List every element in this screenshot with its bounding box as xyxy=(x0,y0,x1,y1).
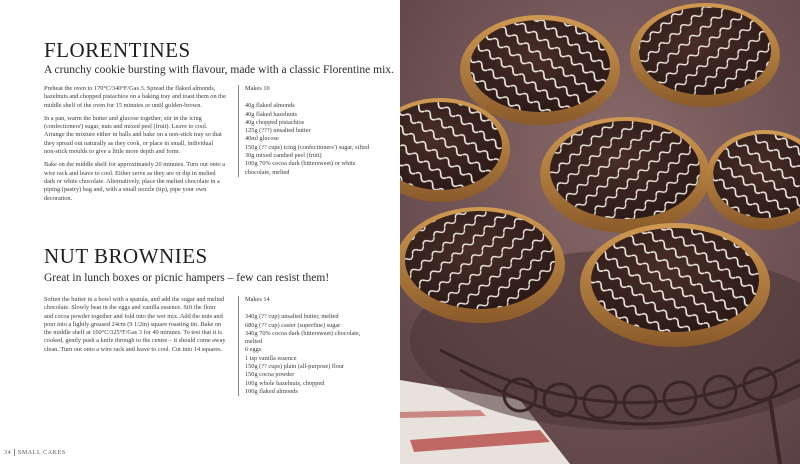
florentines-ingredients xyxy=(238,85,375,177)
florentine-cookies-photo xyxy=(400,0,800,464)
ingredient-item: 150g (?? cups) plain (all-purpose) flour xyxy=(245,363,345,371)
makes-label: Makes 10 xyxy=(245,85,270,92)
cookie xyxy=(540,117,710,233)
method-paragraph: In a pan, warm the butter and glucose together, stir in the icing (confectioners') sugar, nuts and mixed peel (fruit). Leave to cool. Arrange the mixture either in balls and bake on a non-stick tray so that they spread out naturally as they cook, or place in small, individual non-stick moulds to give a little more depth and form. xyxy=(44,114,222,156)
cookie xyxy=(630,3,780,107)
method-paragraph: Soften the butter in a bowl with a spatula, and add the sugar and melted chocolate. Slowly beat in the eggs and vanilla essence. Sift the flour and cocoa powder together and fold into the wet mix. Add the nuts and pour into a lightly greased 24cm (9 1/2in) square roasting tin. Bake on the middle shelf at 160°C/325°F/Gas 3 for 40 minutes. To test that it is cooked, gently push a knife through to the centre – it should come away clean. Turn out onto a wire rack and leave to cool. Cut into 14 squares. xyxy=(44,296,226,353)
cookie xyxy=(580,223,770,347)
florentines-subtitle: A crunchy cookie bursting with flavour, made with a classic Florentine mix. xyxy=(44,64,394,76)
florentines-method xyxy=(44,85,226,208)
ingredient-item: 150g (?? cups) icing (confectioners') sugar, sifted xyxy=(245,143,370,151)
photo-illustration xyxy=(400,0,800,464)
ingredient-item: 125g (???) unsalted butter xyxy=(245,127,311,135)
ingredient-item: 340g 70% cocoa dark (bittersweet) chocolate, melted xyxy=(245,329,361,346)
nut-brownies-subtitle: Great in lunch boxes or picnic hampers – few can resist them! xyxy=(44,272,330,284)
nut-brownies-title: NUT BROWNIES xyxy=(44,244,208,268)
ingredient-item: 6 eggs xyxy=(245,346,262,354)
florentines-title: FLORENTINES xyxy=(44,38,191,62)
ingredient-item: 340g (?? cup) unsalted butter, melted xyxy=(245,313,339,321)
ingredient-item: 40g flaked almonds xyxy=(245,102,295,110)
ingredient-item: 40g chopped pistachios xyxy=(245,118,305,126)
nut-brownies-ingredients xyxy=(238,296,375,396)
ingredient-item: 100g 70% cocoa dark (bittersweet) or white chocolate, melted xyxy=(245,160,356,176)
section-name: SMALL CAKES xyxy=(17,449,66,456)
ingredient-item: 680g (?? cup) caster (superfine) sugar xyxy=(245,321,341,329)
ingredient-item: 100g whole hazelnuts, chopped xyxy=(245,379,325,387)
page-footer xyxy=(4,449,66,456)
ingredient-item: 1 tsp vanilla essence xyxy=(245,354,297,362)
ingredient-item: 40ml glucose xyxy=(245,135,279,143)
method-paragraph: Preheat the oven to 170°C/340°F/Gas 3. Spread the flaked almonds, hazelnuts and chopped pistachios on a baking tray and toast them on the middle shelf of the oven for 15 minutes or until golden-brown. xyxy=(44,85,226,109)
ingredient-item: 40g flaked hazelnuts xyxy=(245,110,298,118)
method-paragraph: Bake on the middle shelf for approximately 20 minutes. Turn out onto a wire rack and leave to cool. Either serve as they are or dip in melted dark or white chocolate. Alternatively, place the melted chocolate in a piping (pastry) bag and, with a small nozzle (tip), pipe your own decoration. xyxy=(44,161,226,202)
ingredient-item: 100g flaked almonds xyxy=(245,387,298,395)
cookie xyxy=(400,207,565,323)
nut-brownies-method xyxy=(44,296,226,359)
page-number: 34 xyxy=(4,449,12,456)
cookie xyxy=(460,15,620,125)
makes-label: Makes 14 xyxy=(245,296,270,303)
ingredient-item: 150g cocoa powder xyxy=(245,371,295,379)
ingredient-item: 30g mixed candied peel (fruit) xyxy=(245,152,322,160)
